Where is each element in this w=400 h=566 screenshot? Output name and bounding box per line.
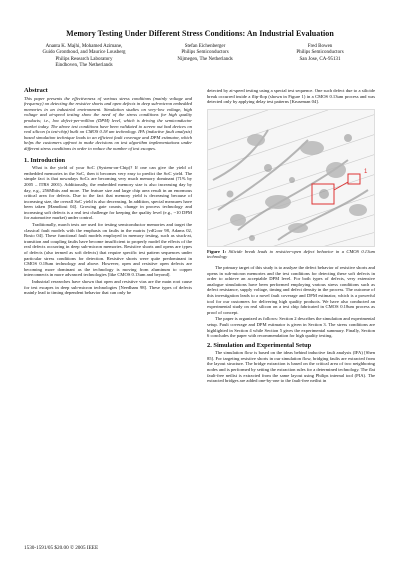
intro-paragraph: What is the yield of your SoC (System-on-Chip)? If one can give the yield of embedded memories in the SoC, then it becomes very easy to predict the SoC yield. The simple fact is that nowadays SoCs are becoming very much memory dominant (71% by 2005 – ITRS 2001). Additionally, the embedded memory size is also increasing day by day, e.g., 256Mbits and more. The feature size and large chip area result in an enormous critical area for defects. Due to the fact that memory yield is decreasing because of increasing size, the overall SoC yield is also decreasing. In addition, special measures have been taken [Hamdioui 04]. Growing gate counts, change in process technology and increasing soft defects is a real test challenge for keeping the quality level (e.g., ~10 DPM for automotive market) under control. [24,165,192,221]
author-line: Fred Bowen [307,44,333,49]
right-column [207,88,375,385]
section-2-heading: 2. Simulation and Experimental Setup [207,341,312,349]
author-line: Guido Gronthoud, and Maurice Lousberg [42,50,126,56]
author-line: Philips Semiconductors [296,50,344,56]
author-group-1 [24,44,144,69]
figure-caption [207,249,375,260]
figure-caption-label: Figure 1: [207,248,227,254]
author-line: Eindhoven, The Netherlands [55,62,113,68]
figure-1-micrograph [207,109,375,247]
author-line: Philips Semiconductors [181,50,229,56]
body-paragraph: The primary target of this study is to analyze the defect behavior of resistive shorts and opens in sub-micron memories and the test conditions for detecting these soft defects in order to achieve an acceptable DPM level. For both types of defects, very extensive analogue simulations have been performed employing various stress conditions such as defect resistance, supply voltage, timing and defect density in the process. The outcome of this investigation leads to a novel fault coverage and DPM estimator, which is a powerful tool for our customers for delivering high quality products. We have also conducted an experimental study on real silicon on a test chip fabricated in CMOS 0.18um process as proof of concept. [207,264,376,315]
author-line: San Jose, CA-95131 [299,56,341,62]
figure-caption-text: Silicide break leads to resistive-open defect behavior in a CMOS 0.13um technology [207,248,375,260]
abstract-text: This paper presents the effectiveness of various stress conditions (mainly voltage and frequency) on detecting the resistive shorts and open defects in deep sub-micron embedded memories in an industrial environment. Simulation studies on very-low voltage, high voltage and at-speed testing show the need of the stress conditions for high quality products; i.e., low defect-per-million (DPM) level, which is driving the semiconductor market today. The above test conditions have been validated to screen out bad devices on real silicon (a test-chip) built on CMOS 0.18 um technology. IFA (inductive fault analysis) based simulation technique leads to an efficient fault coverage and DPM estimator, which helps the customers upfront to make decisions on test algorithm implementations under different stress conditions in order to reduce the number of test escapes. [24,95,192,151]
author-group-2 [150,44,260,63]
micrograph-image [208,110,375,247]
figure-annotation-label: 1 [364,168,368,175]
author-line: Philips Research Laboratory [55,56,113,62]
intro-paragraph: Industrial researches have shown that open and resistive vias are the main root cause for test escapes in deep sub-micron technologies [Needham 98]. These types of defects mainly lead to timing dependent behavior that can only be [24,279,192,296]
author-line: Nijmegen, The Netherlands [177,56,233,62]
body-paragraph: The paper is organized as follows: Section 2 describes the simulation and experimental setup. Fault coverage and DPM estimator is given in Section 3. The stress conditions are highlighted in Section 4 while Section 5 gives the experimental summary. Finally, Section 6 concludes the paper with recommendation for high quality testing. [207,316,375,339]
copyright-footer: 1530-1591/05 $20.00 © 2005 IEEE [24,545,99,551]
abstract-heading: Abstract [24,87,48,94]
intro-continuation: detected by at-speed testing using a special test sequence. One such defect due to a silicide break occurred inside a flip-flop (shown in Figure 1) in a CMOS 0.13um process and was detected only by applying delay test patterns [Kruseman 04]. [207,88,375,105]
left-column [24,88,192,297]
author-line: Ananta K. Majhi, Mohamed Azimane, [45,44,123,49]
section-2-paragraph: The simulation flow is based on the ideas behind inductive fault analysis (IFA) [Shen 85]. For targeting resistive shorts in our simulation flow, bridging faults are extracted from the layout structure. The bridge extraction is based on the critical area of two neighboring nodes and is performed by setting the extraction rules for a determined technology. The flat fault-free netlist is extracted from the same layout using Philips internal tool (PIA). The extracted bridges are added one-by-one to the fault-free netlist in [207,350,375,384]
intro-heading: 1. Introduction [24,156,66,164]
author-line: Stefan Eichenberger [184,44,226,49]
intro-paragraph: Traditionally, march tests are used for testing semiconductor memories and target the classical fault models with the emphasis on faults in the matrix [vdGoor 98, Adams 02, Bosio 04]. These functional fault models employed in memory testing, such as stuck-at, transition and coupling faults have become insufficient to properly model the effects of the real defects occurring in deep sub-micron memories. Resistive shorts and opens are types of defects (also termed as soft defects) that require specific test pattern sequences under particular stress conditions for detection. Resistive shorts were quite predominant in CMOS 0.18um technology and above. However, open and resistive open defects are becoming more dominant as the technology is moving from aluminum to copper interconnects in more advanced technologies [like CMOS 0.13um and beyond]. [24,222,192,278]
paper-title: Memory Testing Under Different Stress Conditions: An Industrial Evaluation [66,29,334,38]
author-group-3 [270,44,370,63]
